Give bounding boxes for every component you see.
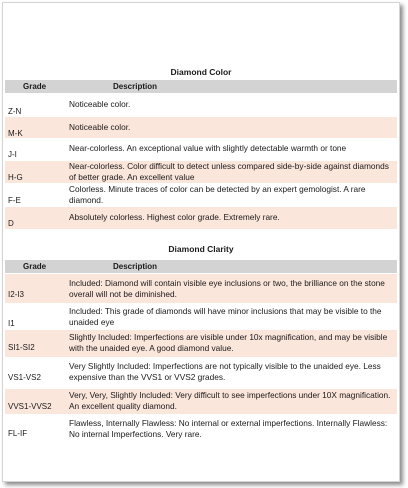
color-section-title: Diamond Color xyxy=(170,67,232,77)
color-description-header: Description xyxy=(113,82,158,91)
color-grade: Z-N xyxy=(8,107,22,116)
color-grade: J-I xyxy=(8,150,17,159)
color-grade-header: Grade xyxy=(23,82,47,91)
clarity-description: Included: This grade of diamonds will have minor inclusions that may be visible to the unaided eye xyxy=(69,306,382,327)
color-table-header xyxy=(5,80,397,93)
clarity-description: Slightly Included: Imperfections are visible under 10x magnification, and may be visible with the unaided eye. A good diamond value. xyxy=(69,332,388,353)
clarity-grade: VS1-VS2 xyxy=(8,373,41,382)
clarity-grade: I2-I3 xyxy=(8,290,25,299)
color-grade: F-E xyxy=(8,196,21,205)
color-row xyxy=(5,207,397,229)
color-description: Near-colorless. An exceptional value with slightly detectable warmth or tone xyxy=(69,143,347,153)
color-description: Noticeable color. xyxy=(69,99,131,109)
clarity-row xyxy=(5,358,397,388)
color-description: Near-colorless. Color difficult to detect unless compared side-by-side against diamonds of better grade. An excellent value xyxy=(69,161,389,182)
color-row xyxy=(5,94,397,116)
color-grade: M-K xyxy=(8,129,23,138)
clarity-grade-header: Grade xyxy=(23,262,47,271)
clarity-description-header: Description xyxy=(113,262,158,271)
color-description: Colorless. Minute traces of color can be detected by an expert gemologist. A rare diamond. xyxy=(69,184,366,205)
clarity-grade: VVS1-VVS2 xyxy=(8,402,52,411)
document-page xyxy=(2,2,400,482)
clarity-section-title: Diamond Clarity xyxy=(168,244,234,254)
color-grade: H-G xyxy=(8,173,23,182)
clarity-row xyxy=(5,415,397,443)
clarity-row xyxy=(5,330,397,357)
clarity-grade: I1 xyxy=(8,319,15,328)
color-row xyxy=(5,117,397,138)
clarity-description: Included: Diamond will contain visible eye inclusions or two, the brilliance on the stone overall will not be diminished. xyxy=(69,278,385,299)
color-grade: D xyxy=(8,219,14,228)
color-row xyxy=(5,161,397,183)
clarity-description: Very Slightly Included: Imperfections are not typically visible to the unaided eye. Less expensive than the VVS1 or VVS2 grades. xyxy=(69,361,381,382)
clarity-row xyxy=(5,389,397,414)
clarity-grade: SI1-SI2 xyxy=(8,343,35,352)
color-row xyxy=(5,139,397,160)
color-description: Noticeable color. xyxy=(69,122,131,132)
color-row xyxy=(5,184,397,206)
clarity-description: Very, Very, Slightly Included: Very difficult to see imperfections under 10X magnification. An excellent quality diamond. xyxy=(69,390,391,411)
clarity-table-header xyxy=(5,260,397,273)
color-description: Absolutely colorless. Highest color grade. Extremely rare. xyxy=(69,212,280,222)
clarity-row xyxy=(5,274,397,303)
clarity-row xyxy=(5,304,397,329)
clarity-description: Flawless, Internally Flawless: No internal or external imperfections. Internally Flawless: No internal Imperfections. Very rare. xyxy=(69,418,388,439)
clarity-grade: FL-IF xyxy=(8,429,28,438)
